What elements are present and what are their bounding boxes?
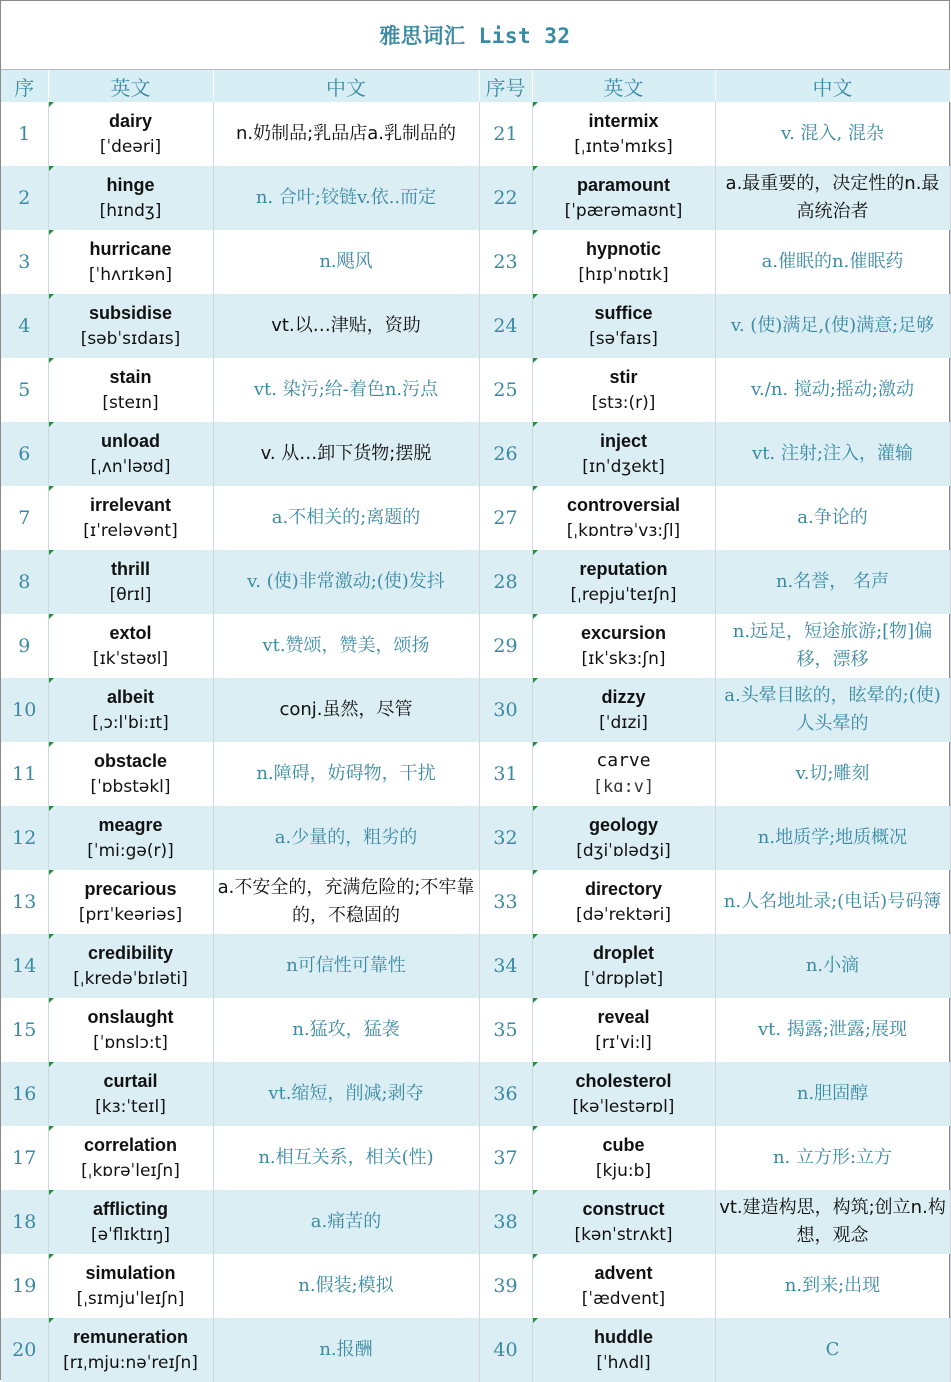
- entry-number: 28: [479, 550, 532, 614]
- entry-meaning: n.飓风: [213, 230, 479, 294]
- entry-meaning: n.障碍，妨碍物，干扰: [213, 742, 479, 806]
- entry-english: [532, 998, 715, 1062]
- entry-word: intermix: [588, 111, 659, 131]
- entry-word: hinge: [106, 175, 155, 195]
- entry-number: 15: [1, 998, 48, 1062]
- entry-word: reveal: [597, 1007, 650, 1027]
- entry-english: [48, 166, 213, 230]
- entry-meaning: n.远足，短途旅游;[物]偏移，漂移: [715, 614, 950, 678]
- entry-english: [48, 1318, 213, 1382]
- entry-phonetic: [ˈpærəmaʊnt]: [564, 201, 683, 221]
- entry-word: onslaught: [87, 1007, 174, 1027]
- entry-word: inject: [599, 431, 647, 451]
- entry-number: 11: [1, 742, 48, 806]
- entry-meaning: vt.建造构思，构筑;创立n.构想，观念: [715, 1190, 950, 1254]
- table-row: [1, 550, 950, 614]
- title-row: [1, 1, 949, 70]
- entry-meaning: v./n. 搅动;摇动;激动: [715, 358, 950, 422]
- entry-meaning: vt.赞颂，赞美，颂扬: [213, 614, 479, 678]
- entry-phonetic: [ˈdɪzi]: [599, 713, 648, 733]
- entry-number: 10: [1, 678, 48, 742]
- entry-number: 9: [1, 614, 48, 678]
- entry-meaning: vt.缩短，削减;剥夺: [213, 1062, 479, 1126]
- entry-word: curtail: [103, 1071, 158, 1091]
- entry-phonetic: [ˈdrɒplət]: [583, 969, 664, 989]
- entry-meaning: n.胆固醇: [715, 1062, 950, 1126]
- entry-number: 13: [1, 870, 48, 934]
- table-row: [1, 166, 950, 230]
- table-body: [1, 102, 950, 1382]
- entry-english: [532, 1126, 715, 1190]
- entry-phonetic: [ɪˈreləvənt]: [83, 521, 178, 541]
- entry-english: [48, 1126, 213, 1190]
- entry-number: 12: [1, 806, 48, 870]
- entry-word: hypnotic: [586, 239, 661, 259]
- entry-meaning: n.名誉， 名声: [715, 550, 950, 614]
- entry-meaning: a.争论的: [715, 486, 950, 550]
- entry-number: 5: [1, 358, 48, 422]
- entry-word: huddle: [594, 1327, 653, 1347]
- entry-meaning: n.假装;模拟: [213, 1254, 479, 1318]
- entry-phonetic: [dʒiˈɒlədʒi]: [576, 841, 671, 861]
- entry-number: 7: [1, 486, 48, 550]
- table-row: [1, 1062, 950, 1126]
- table-row: [1, 614, 950, 678]
- table-row: [1, 358, 950, 422]
- entry-meaning: n.小滴: [715, 934, 950, 998]
- entry-word: dizzy: [601, 687, 646, 707]
- entry-phonetic: [hɪpˈnɒtɪk]: [578, 265, 669, 285]
- entry-phonetic: [kju:b]: [595, 1161, 652, 1181]
- entry-phonetic: [ˈmi:gə(r)]: [87, 841, 174, 861]
- entry-phonetic: [θrɪl]: [109, 585, 152, 605]
- entry-english: [48, 1062, 213, 1126]
- entry-phonetic: [ˌsɪmjuˈleɪʃn]: [76, 1289, 185, 1309]
- table-row: [1, 1126, 950, 1190]
- header-chinese: 中文: [213, 70, 479, 102]
- entry-meaning: n.猛攻，猛袭: [213, 998, 479, 1062]
- entry-english: [532, 422, 715, 486]
- entry-number: 20: [1, 1318, 48, 1382]
- entry-phonetic: [ˌkɒntrəˈvɜ:ʃl]: [566, 521, 681, 541]
- table-row: [1, 1190, 950, 1254]
- entry-word: meagre: [98, 815, 163, 835]
- table-row: [1, 486, 950, 550]
- entry-meaning: n.报酬: [213, 1318, 479, 1382]
- entry-phonetic: [ˌkredəˈbɪləti]: [73, 969, 188, 989]
- entry-phonetic: [ɪnˈdʒekt]: [582, 457, 665, 477]
- table-row: [1, 806, 950, 870]
- entry-word: hurricane: [89, 239, 172, 259]
- vocab-table: [1, 70, 951, 1382]
- entry-word: cube: [602, 1135, 645, 1155]
- entry-number: 19: [1, 1254, 48, 1318]
- entry-meaning: n.到来;出现: [715, 1254, 950, 1318]
- table-row: [1, 1318, 950, 1382]
- entry-english: [48, 550, 213, 614]
- entry-phonetic: [ˈhʌrɪkən]: [88, 265, 173, 285]
- entry-meaning: n. 合叶;铰链v.依..而定: [213, 166, 479, 230]
- entry-number: 2: [1, 166, 48, 230]
- entry-english: [532, 486, 715, 550]
- entry-meaning: a.不安全的，充满危险的;不牢靠的，不稳固的: [213, 870, 479, 934]
- entry-number: 18: [1, 1190, 48, 1254]
- entry-word: thrill: [111, 559, 150, 579]
- entry-word: construct: [582, 1199, 665, 1219]
- entry-number: 3: [1, 230, 48, 294]
- entry-number: 6: [1, 422, 48, 486]
- entry-phonetic: [dəˈrektəri]: [576, 905, 671, 925]
- entry-number: 21: [479, 102, 532, 166]
- table-row: [1, 742, 950, 806]
- entry-phonetic: [kəˈlestərɒl]: [572, 1097, 675, 1117]
- table-row: [1, 422, 950, 486]
- entry-meaning: vt. 注射;注入，灌输: [715, 422, 950, 486]
- entry-word: advent: [594, 1263, 653, 1283]
- entry-number: 16: [1, 1062, 48, 1126]
- entry-number: 37: [479, 1126, 532, 1190]
- entry-english: [532, 102, 715, 166]
- entry-meaning: conj.虽然，尽管: [213, 678, 479, 742]
- entry-english: [532, 550, 715, 614]
- entry-english: [532, 806, 715, 870]
- entry-english: [48, 486, 213, 550]
- entry-number: 8: [1, 550, 48, 614]
- entry-phonetic: [prɪˈkeəriəs]: [78, 905, 183, 925]
- entry-number: 34: [479, 934, 532, 998]
- entry-phonetic: [ˌɪntəˈmɪks]: [574, 137, 673, 157]
- header-english-2: 英文: [532, 70, 715, 102]
- entry-english: [532, 614, 715, 678]
- entry-english: [532, 294, 715, 358]
- entry-phonetic: [ɪkˈskɜ:ʃn]: [581, 649, 666, 669]
- entry-meaning: v.切;雕刻: [715, 742, 950, 806]
- entry-word: extol: [109, 623, 152, 643]
- entry-word: afflicting: [93, 1199, 168, 1219]
- entry-meaning: n. 立方形:立方: [715, 1126, 950, 1190]
- entry-word: paramount: [576, 175, 670, 195]
- entry-meaning: vt. 染污;给-着色n.污点: [213, 358, 479, 422]
- entry-phonetic: [kɑ:v]: [592, 777, 655, 797]
- entry-meaning: v. (使)非常激动;(使)发抖: [213, 550, 479, 614]
- entry-phonetic: [səbˈsɪdaɪs]: [80, 329, 181, 349]
- entry-phonetic: [kənˈstrʌkt]: [574, 1225, 673, 1245]
- entry-number: 31: [479, 742, 532, 806]
- page-title: 雅思词汇 List 32: [379, 24, 571, 48]
- entry-english: [532, 1190, 715, 1254]
- entry-meaning: n.奶制品;乳品店a.乳制品的: [213, 102, 479, 166]
- entry-number: 27: [479, 486, 532, 550]
- entry-number: 25: [479, 358, 532, 422]
- entry-english: [48, 1254, 213, 1318]
- entry-meaning: n.地质学;地质概况: [715, 806, 950, 870]
- header-index-2: 序号: [479, 70, 532, 102]
- entry-number: 14: [1, 934, 48, 998]
- entry-word: correlation: [83, 1135, 178, 1155]
- entry-word: cholesterol: [575, 1071, 672, 1091]
- entry-english: [48, 102, 213, 166]
- entry-phonetic: [rɪˌmju:nəˈreɪʃn]: [63, 1353, 198, 1373]
- entry-meaning: a.头晕目眩的，眩晕的;(使)人头晕的: [715, 678, 950, 742]
- table-row: [1, 870, 950, 934]
- entry-phonetic: [ˈhʌdl]: [596, 1353, 651, 1373]
- entry-phonetic: [ˌʌnˈləʊd]: [90, 457, 171, 477]
- entry-number: 4: [1, 294, 48, 358]
- entry-english: [532, 230, 715, 294]
- entry-phonetic: [kɜ:ˈteɪl]: [95, 1097, 166, 1117]
- entry-word: carve: [596, 750, 651, 771]
- header-chinese-2: 中文: [715, 70, 950, 102]
- entry-meaning: a.少量的，粗劣的: [213, 806, 479, 870]
- entry-english: [48, 422, 213, 486]
- entry-number: 35: [479, 998, 532, 1062]
- entry-meaning: v. (使)满足,(使)满意;足够: [715, 294, 950, 358]
- entry-english: [48, 934, 213, 998]
- entry-word: albeit: [106, 687, 154, 707]
- entry-english: [48, 678, 213, 742]
- entry-english: [48, 358, 213, 422]
- entry-phonetic: [stɜ:(r)]: [591, 393, 656, 413]
- entry-english: [48, 870, 213, 934]
- entry-number: 38: [479, 1190, 532, 1254]
- table-row: [1, 102, 950, 166]
- entry-phonetic: [ˈɒnslɔ:t]: [93, 1033, 168, 1053]
- entry-word: remuneration: [72, 1327, 189, 1347]
- entry-english: [48, 742, 213, 806]
- entry-phonetic: [ˈɒbstəkl]: [90, 777, 171, 797]
- entry-meaning: a.痛苦的: [213, 1190, 479, 1254]
- entry-word: stain: [109, 367, 152, 387]
- entry-word: directory: [584, 879, 663, 899]
- entry-meaning: vt. 揭露;泄露;展现: [715, 998, 950, 1062]
- table-row: [1, 934, 950, 998]
- entry-word: unload: [101, 431, 160, 451]
- entry-meaning: C: [715, 1318, 950, 1382]
- entry-phonetic: [ˈdeəri]: [99, 137, 162, 157]
- entry-word: geology: [588, 815, 658, 835]
- entry-word: irrelevant: [89, 495, 172, 515]
- entry-phonetic: [ɪkˈstəʊl]: [92, 649, 169, 669]
- entry-meaning: v. 从…卸下货物;摆脱: [213, 422, 479, 486]
- entry-english: [532, 870, 715, 934]
- entry-number: 29: [479, 614, 532, 678]
- entry-word: reputation: [579, 559, 668, 579]
- entry-number: 24: [479, 294, 532, 358]
- entry-english: [48, 294, 213, 358]
- entry-number: 22: [479, 166, 532, 230]
- entry-phonetic: [steɪn]: [102, 393, 159, 413]
- entry-phonetic: [ˌɔ:lˈbi:ɪt]: [92, 713, 169, 733]
- entry-english: [532, 358, 715, 422]
- entry-english: [532, 1318, 715, 1382]
- entry-meaning: vt.以…津贴，资助: [213, 294, 479, 358]
- entry-word: simulation: [85, 1263, 176, 1283]
- entry-word: credibility: [87, 943, 174, 963]
- entry-english: [532, 1254, 715, 1318]
- table-row: [1, 998, 950, 1062]
- entry-english: [532, 934, 715, 998]
- entry-phonetic: [hɪndʒ]: [99, 201, 162, 221]
- entry-number: 30: [479, 678, 532, 742]
- entry-meaning: a.催眠的n.催眠药: [715, 230, 950, 294]
- entry-phonetic: [ˈædvent]: [581, 1289, 666, 1309]
- table-row: [1, 294, 950, 358]
- entry-english: [532, 678, 715, 742]
- entry-word: stir: [609, 367, 638, 387]
- header-index: 序: [1, 70, 48, 102]
- entry-word: controversial: [566, 495, 681, 515]
- entry-word: excursion: [580, 623, 667, 643]
- entry-number: 23: [479, 230, 532, 294]
- entry-number: 39: [479, 1254, 532, 1318]
- entry-meaning: a.不相关的;离题的: [213, 486, 479, 550]
- entry-meaning: a.最重要的，决定性的n.最高统治者: [715, 166, 950, 230]
- entry-phonetic: [əˈflɪktɪŋ]: [90, 1225, 171, 1245]
- entry-number: 36: [479, 1062, 532, 1126]
- table-row: [1, 230, 950, 294]
- entry-english: [48, 1190, 213, 1254]
- header-english: 英文: [48, 70, 213, 102]
- entry-phonetic: [ˌkɒrəˈleɪʃn]: [81, 1161, 180, 1181]
- entry-phonetic: [rɪˈvi:l]: [595, 1033, 652, 1053]
- entry-word: precarious: [84, 879, 177, 899]
- entry-word: dairy: [108, 111, 153, 131]
- entry-meaning: n.人名地址录;(电话)号码簿: [715, 870, 950, 934]
- entry-number: 17: [1, 1126, 48, 1190]
- entry-english: [532, 742, 715, 806]
- header-row: [1, 70, 950, 102]
- entry-phonetic: [səˈfaɪs]: [589, 329, 658, 349]
- entry-english: [532, 1062, 715, 1126]
- entry-number: 32: [479, 806, 532, 870]
- entry-english: [48, 614, 213, 678]
- entry-number: 40: [479, 1318, 532, 1382]
- entry-number: 33: [479, 870, 532, 934]
- entry-word: subsidise: [88, 303, 173, 323]
- table-row: [1, 678, 950, 742]
- entry-number: 26: [479, 422, 532, 486]
- entry-english: [48, 230, 213, 294]
- entry-english: [532, 166, 715, 230]
- entry-english: [48, 998, 213, 1062]
- entry-meaning: n可信性可靠性: [213, 934, 479, 998]
- entry-word: obstacle: [93, 751, 168, 771]
- entry-english: [48, 806, 213, 870]
- entry-word: suffice: [594, 303, 653, 323]
- table-row: [1, 1254, 950, 1318]
- entry-word: droplet: [593, 943, 654, 963]
- entry-number: 1: [1, 102, 48, 166]
- entry-phonetic: [ˌrepjuˈteɪʃn]: [570, 585, 677, 605]
- entry-meaning: v. 混入, 混杂: [715, 102, 950, 166]
- entry-meaning: n.相互关系，相关(性): [213, 1126, 479, 1190]
